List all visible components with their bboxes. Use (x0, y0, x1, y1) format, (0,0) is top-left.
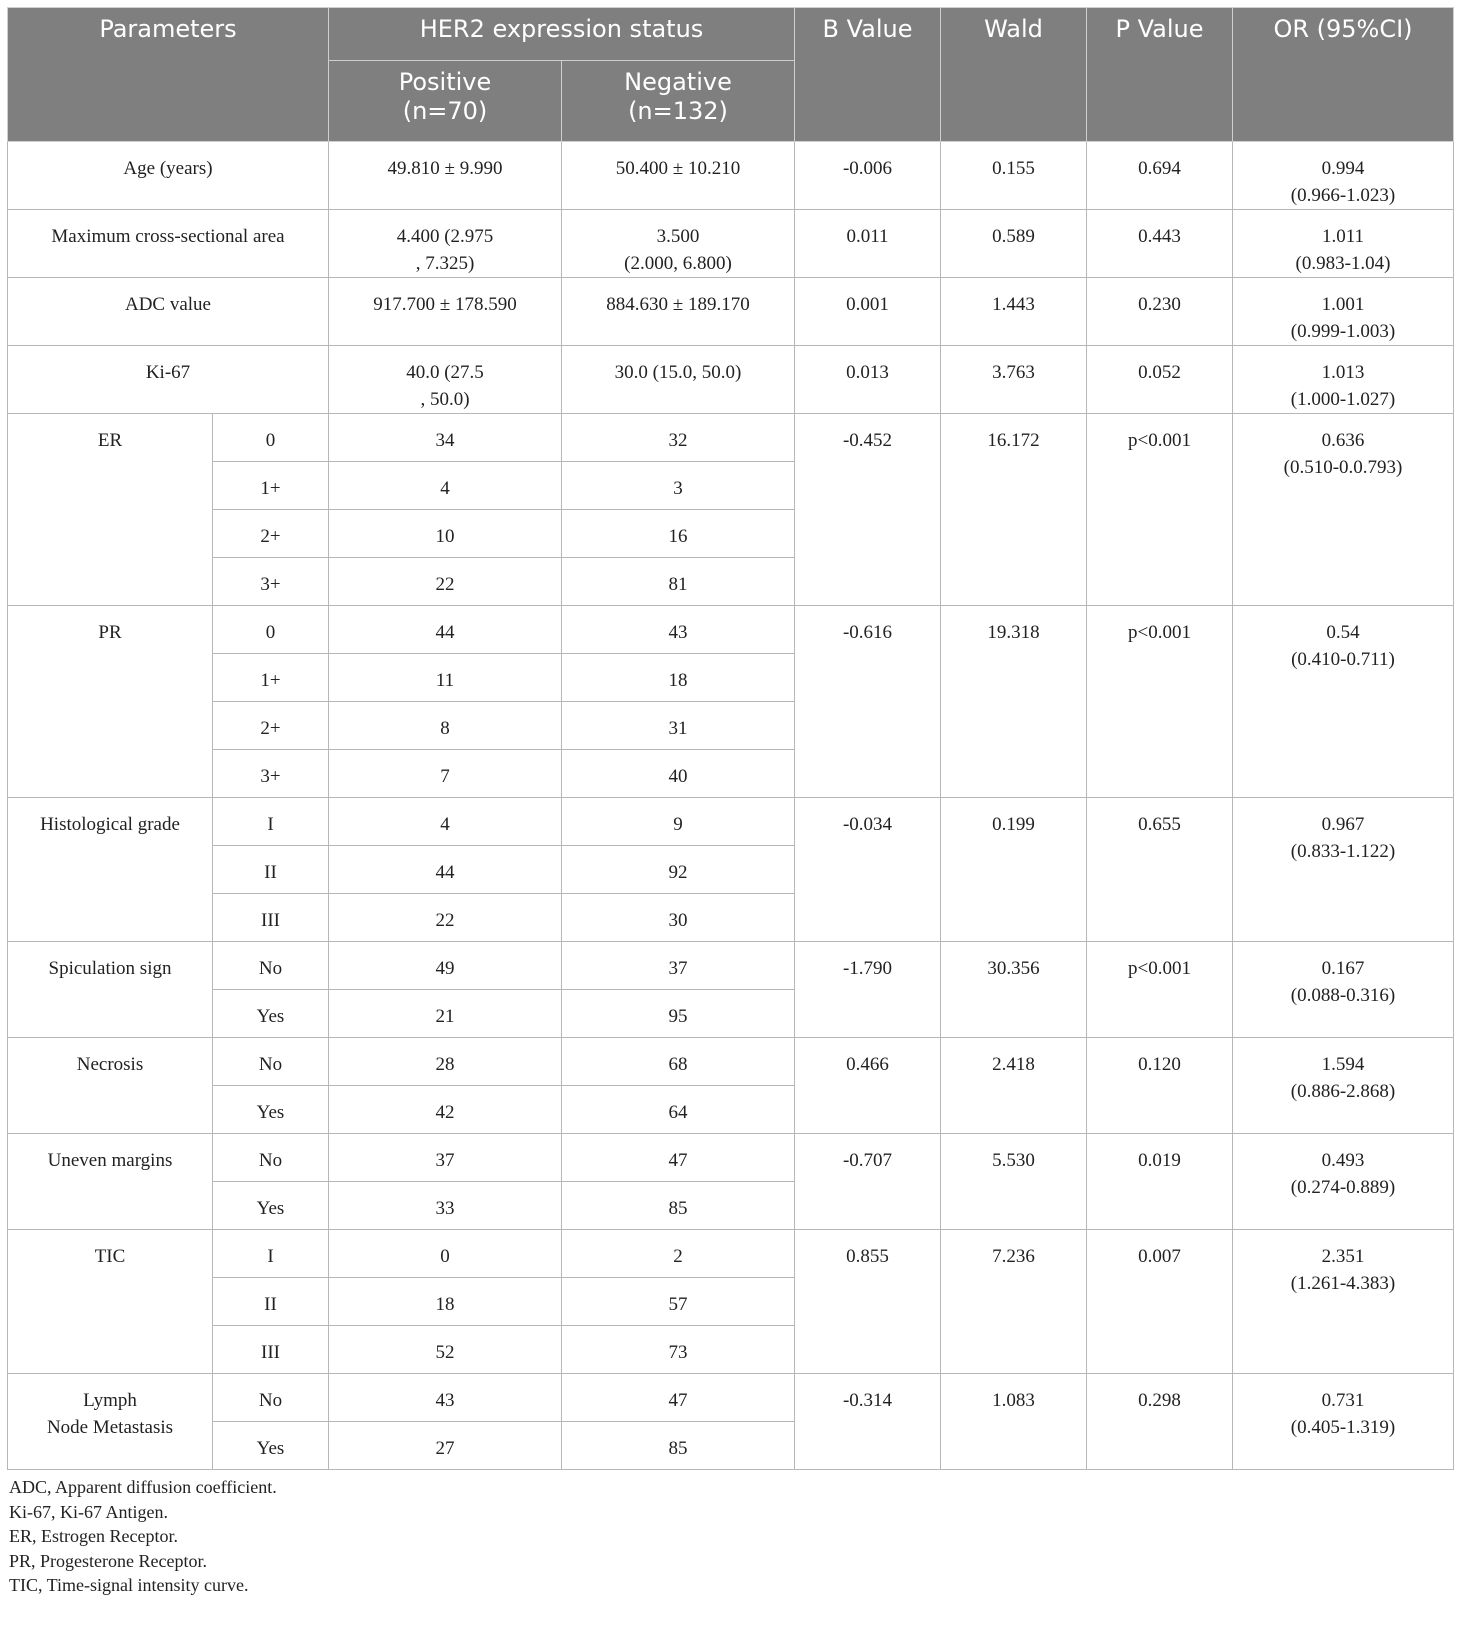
table-row (8, 1038, 1454, 1086)
negative-value (562, 278, 795, 346)
or-ci-value (1233, 1134, 1454, 1230)
category-label: 1+ (213, 654, 329, 702)
positive-value-line: 40.0 (27.5 (406, 362, 484, 383)
category-label: 0 (213, 414, 329, 462)
wald-value: 1.083 (941, 1374, 1087, 1470)
positive-value (329, 346, 562, 414)
ci-value: (0.983-1.04) (1295, 253, 1391, 274)
wald-value: 16.172 (941, 414, 1087, 606)
table-row (8, 1134, 1454, 1182)
negative-value (562, 346, 795, 414)
category-label: No (213, 1374, 329, 1422)
positive-count: 10 (329, 510, 562, 558)
parameter-name: Maximum cross-sectional area (8, 210, 329, 278)
negative-count: 32 (562, 414, 795, 462)
positive-value (329, 278, 562, 346)
category-label: 2+ (213, 702, 329, 750)
table-header (8, 8, 1454, 142)
wald-value: 1.443 (941, 278, 1087, 346)
category-label: No (213, 942, 329, 990)
footnotes (7, 1475, 1453, 1598)
negative-count: 73 (562, 1326, 795, 1374)
positive-value-line: , 7.325) (415, 253, 475, 274)
p-value: 0.655 (1087, 798, 1233, 942)
category-label: 2+ (213, 510, 329, 558)
category-label: II (213, 846, 329, 894)
wald-value: 19.318 (941, 606, 1087, 798)
category-label: I (213, 1230, 329, 1278)
table-row (8, 210, 1454, 278)
positive-value-line: , 50.0) (420, 389, 470, 410)
or-value: 1.001 (1321, 294, 1365, 315)
category-label: III (213, 894, 329, 942)
or-value: 2.351 (1321, 1246, 1365, 1267)
or-value: 1.594 (1321, 1054, 1365, 1075)
parameter-name-line: Necrosis (76, 1054, 144, 1075)
table-row (8, 942, 1454, 990)
parameter-name (8, 1134, 213, 1230)
p-value: 0.007 (1087, 1230, 1233, 1374)
positive-value-line: 49.810 ± 9.990 (387, 158, 503, 179)
negative-value (562, 210, 795, 278)
negative-count: 47 (562, 1134, 795, 1182)
p-value: 0.694 (1087, 142, 1233, 210)
category-label: Yes (213, 1182, 329, 1230)
b-value: -0.707 (795, 1134, 941, 1230)
header-positive-n: (n=70) (402, 97, 488, 125)
parameter-name: Age (years) (8, 142, 329, 210)
positive-count: 49 (329, 942, 562, 990)
ci-value: (1.000-1.027) (1290, 389, 1396, 410)
ci-value: (0.886-2.868) (1290, 1081, 1396, 1102)
or-ci-value (1233, 278, 1454, 346)
positive-count: 22 (329, 558, 562, 606)
p-value: 0.298 (1087, 1374, 1233, 1470)
or-value: 0.167 (1321, 958, 1365, 979)
parameter-name (8, 1038, 213, 1134)
wald-value: 0.199 (941, 798, 1087, 942)
footnote: TIC, Time-signal intensity curve. (9, 1575, 249, 1595)
header-wald: Wald (941, 8, 1087, 142)
parameter-name (8, 1230, 213, 1374)
or-ci-value (1233, 346, 1454, 414)
positive-value (329, 142, 562, 210)
category-label: Yes (213, 1422, 329, 1470)
p-value: p<0.001 (1087, 414, 1233, 606)
parameter-name (8, 606, 213, 798)
or-ci-value (1233, 1230, 1454, 1374)
b-value: 0.001 (795, 278, 941, 346)
parameter-name-line: Node Metastasis (46, 1417, 174, 1438)
wald-value: 30.356 (941, 942, 1087, 1038)
b-value: -0.452 (795, 414, 941, 606)
negative-count: 92 (562, 846, 795, 894)
table-row (8, 142, 1454, 210)
category-label: III (213, 1326, 329, 1374)
table-row (8, 346, 1454, 414)
negative-count: 37 (562, 942, 795, 990)
header-positive (329, 61, 562, 142)
header-parameters: Parameters (8, 8, 329, 142)
b-value: -1.790 (795, 942, 941, 1038)
ci-value: (0.088-0.316) (1290, 985, 1396, 1006)
positive-count: 33 (329, 1182, 562, 1230)
negative-value-line: 3.500 (656, 226, 700, 247)
b-value: 0.466 (795, 1038, 941, 1134)
positive-value-line: 917.700 ± 178.590 (373, 294, 517, 315)
wald-value: 5.530 (941, 1134, 1087, 1230)
ci-value: (0.510-0.0.793) (1283, 457, 1403, 478)
p-value: 0.052 (1087, 346, 1233, 414)
or-value: 0.54 (1326, 622, 1360, 643)
p-value: 0.230 (1087, 278, 1233, 346)
or-value: 0.731 (1321, 1390, 1365, 1411)
header-negative-n: (n=132) (628, 97, 728, 125)
parameter-name-line: Histological grade (40, 814, 180, 835)
positive-count: 44 (329, 606, 562, 654)
negative-value-line: 50.400 ± 10.210 (615, 158, 741, 179)
b-value: -0.006 (795, 142, 941, 210)
p-value: p<0.001 (1087, 942, 1233, 1038)
header-negative-label: Negative (624, 68, 732, 96)
ci-value: (0.405-1.319) (1290, 1417, 1396, 1438)
or-ci-value (1233, 798, 1454, 942)
ci-value: (0.410-0.711) (1291, 649, 1395, 670)
or-value: 0.994 (1321, 158, 1365, 179)
positive-count: 7 (329, 750, 562, 798)
negative-count: 85 (562, 1182, 795, 1230)
positive-count: 37 (329, 1134, 562, 1182)
positive-count: 28 (329, 1038, 562, 1086)
positive-count: 42 (329, 1086, 562, 1134)
header-her2-status: HER2 expression status (329, 8, 795, 61)
positive-value (329, 210, 562, 278)
table-row (8, 278, 1454, 346)
footnote: Ki-67, Ki-67 Antigen. (9, 1501, 168, 1522)
negative-value-line: (2.000, 6.800) (624, 253, 732, 274)
or-value: 0.493 (1321, 1150, 1365, 1171)
negative-count: 47 (562, 1374, 795, 1422)
category-label: 3+ (213, 750, 329, 798)
positive-count: 43 (329, 1374, 562, 1422)
table-row (8, 414, 1454, 462)
positive-count: 44 (329, 846, 562, 894)
category-label: II (213, 1278, 329, 1326)
negative-count: 57 (562, 1278, 795, 1326)
negative-count: 68 (562, 1038, 795, 1086)
table-row (8, 606, 1454, 654)
parameter-name (8, 1374, 213, 1470)
table-row (8, 1230, 1454, 1278)
negative-count: 9 (562, 798, 795, 846)
negative-count: 30 (562, 894, 795, 942)
positive-count: 0 (329, 1230, 562, 1278)
category-label: 3+ (213, 558, 329, 606)
table-container (7, 7, 1453, 1598)
category-label: 0 (213, 606, 329, 654)
negative-count: 18 (562, 654, 795, 702)
b-value: -0.314 (795, 1374, 941, 1470)
footnote: ADC, Apparent diffusion coefficient. (9, 1477, 277, 1497)
category-label: No (213, 1134, 329, 1182)
positive-count: 18 (329, 1278, 562, 1326)
ci-value: (0.966-1.023) (1290, 185, 1396, 206)
p-value: 0.120 (1087, 1038, 1233, 1134)
header-positive-label: Positive (398, 68, 492, 96)
category-label: No (213, 1038, 329, 1086)
or-ci-value (1233, 1038, 1454, 1134)
positive-count: 11 (329, 654, 562, 702)
or-value: 1.011 (1321, 226, 1365, 247)
or-ci-value (1233, 414, 1454, 606)
negative-value-line: 30.0 (15.0, 50.0) (614, 362, 742, 383)
negative-count: 64 (562, 1086, 795, 1134)
b-value: 0.855 (795, 1230, 941, 1374)
negative-count: 3 (562, 462, 795, 510)
parameter-name-line: ER (97, 430, 123, 451)
or-value: 1.013 (1321, 362, 1365, 383)
negative-count: 81 (562, 558, 795, 606)
wald-value: 3.763 (941, 346, 1087, 414)
ci-value: (1.261-4.383) (1290, 1273, 1396, 1294)
header-p-value: P Value (1087, 8, 1233, 142)
b-value: -0.034 (795, 798, 941, 942)
category-label: Yes (213, 1086, 329, 1134)
header-b-value: B Value (795, 8, 941, 142)
or-ci-value (1233, 606, 1454, 798)
parameter-name (8, 942, 213, 1038)
wald-value: 0.589 (941, 210, 1087, 278)
positive-count: 34 (329, 414, 562, 462)
category-label: I (213, 798, 329, 846)
positive-count: 27 (329, 1422, 562, 1470)
negative-count: 85 (562, 1422, 795, 1470)
or-value: 0.967 (1321, 814, 1365, 835)
category-label: Yes (213, 990, 329, 1038)
b-value: 0.011 (795, 210, 941, 278)
positive-count: 8 (329, 702, 562, 750)
table-body (8, 142, 1454, 1470)
positive-count: 22 (329, 894, 562, 942)
header-negative (562, 61, 795, 142)
negative-count: 31 (562, 702, 795, 750)
positive-count: 52 (329, 1326, 562, 1374)
parameter-name (8, 798, 213, 942)
parameter-name: ADC value (8, 278, 329, 346)
b-value: -0.616 (795, 606, 941, 798)
positive-value-line: 4.400 (2.975 (396, 226, 494, 247)
parameter-name-line: TIC (94, 1246, 126, 1267)
positive-count: 4 (329, 798, 562, 846)
or-ci-value (1233, 142, 1454, 210)
or-ci-value (1233, 210, 1454, 278)
negative-value-line: 884.630 ± 189.170 (606, 294, 750, 315)
parameter-name-line: Spiculation sign (48, 958, 172, 979)
negative-count: 43 (562, 606, 795, 654)
table-row (8, 798, 1454, 846)
table-row (8, 1374, 1454, 1422)
or-ci-value (1233, 942, 1454, 1038)
parameter-name (8, 414, 213, 606)
positive-count: 21 (329, 990, 562, 1038)
ci-value: (0.999-1.003) (1290, 321, 1396, 342)
parameter-name-line: Uneven margins (47, 1150, 173, 1171)
b-value: 0.013 (795, 346, 941, 414)
p-value: 0.443 (1087, 210, 1233, 278)
positive-count: 4 (329, 462, 562, 510)
wald-value: 7.236 (941, 1230, 1087, 1374)
header-or-ci: OR (95%CI) (1233, 8, 1454, 142)
ci-value: (0.274-0.889) (1290, 1177, 1396, 1198)
wald-value: 0.155 (941, 142, 1087, 210)
negative-count: 2 (562, 1230, 795, 1278)
her2-logistic-regression-table (7, 7, 1454, 1470)
p-value: 0.019 (1087, 1134, 1233, 1230)
parameter-name: Ki-67 (8, 346, 329, 414)
negative-count: 16 (562, 510, 795, 558)
ci-value: (0.833-1.122) (1290, 841, 1396, 862)
parameter-name-line: Lymph (83, 1390, 137, 1411)
footnote: PR, Progesterone Receptor. (9, 1550, 207, 1571)
wald-value: 2.418 (941, 1038, 1087, 1134)
category-label: 1+ (213, 462, 329, 510)
footnote: ER, Estrogen Receptor. (9, 1526, 178, 1546)
negative-count: 40 (562, 750, 795, 798)
negative-count: 95 (562, 990, 795, 1038)
or-value: 0.636 (1321, 430, 1365, 451)
or-ci-value (1233, 1374, 1454, 1470)
parameter-name-line: PR (98, 622, 122, 643)
p-value: p<0.001 (1087, 606, 1233, 798)
negative-value (562, 142, 795, 210)
